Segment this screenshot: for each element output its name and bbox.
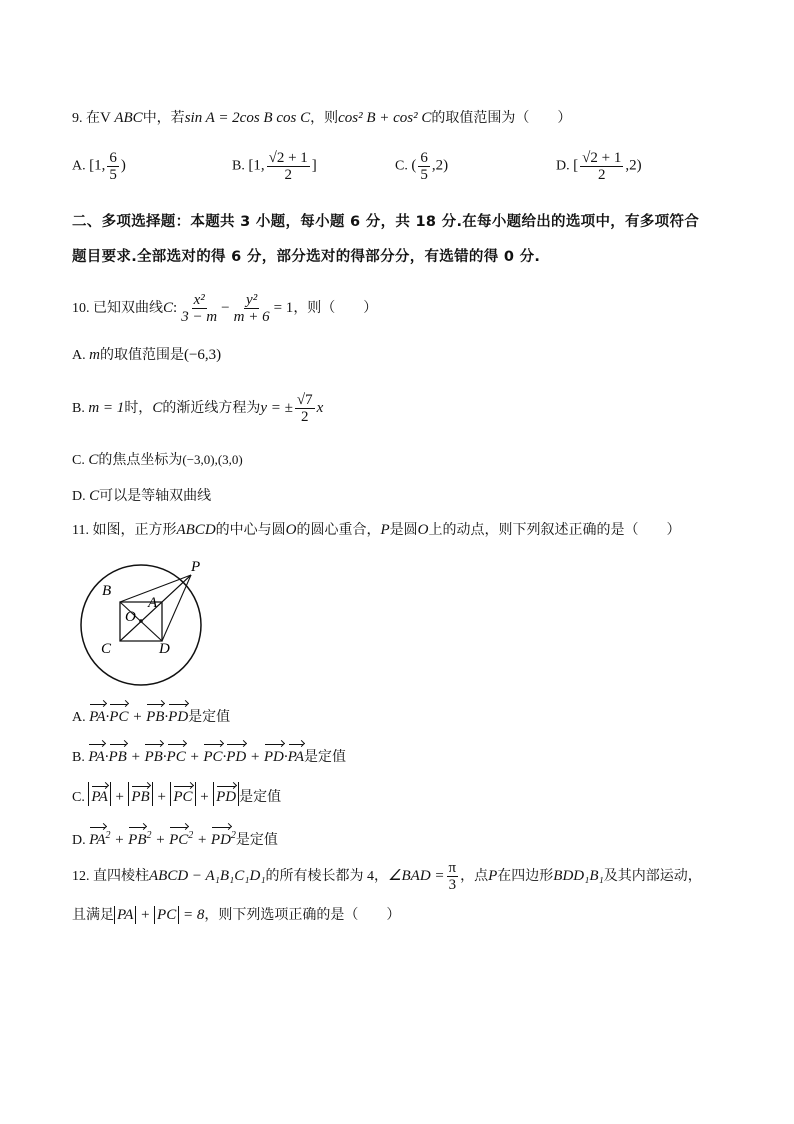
q10-option-d[interactable]: D. C可以是等轴双曲线 (72, 488, 212, 504)
q10-stem: 10. 已知双曲线C: $\frac{\text{x²}}{3 - m}$ − $\frac{\text{y²}}{m + 6}$ = 1，则（ ） (72, 292, 378, 326)
label-c: C (101, 641, 112, 657)
q11-option-a[interactable]: A. PA·PC + PB·PD是定值 (72, 700, 230, 729)
label-o: O (125, 609, 136, 625)
section-heading-line2: 题目要求.全部选对的得 6 分，部分选对的得部分分，有选错的得 0 分. (72, 249, 541, 265)
q9-expression: cos² B + cos² C (338, 110, 432, 126)
q11-stem: 11. 如图，正方形ABCD的中心与圆O的圆心重合，P是圆O上的动点，则下列叙述正确的是（ ） (72, 522, 681, 538)
label-p: P (191, 559, 201, 575)
q9-number: 9. (72, 111, 83, 126)
q9-option-a[interactable]: A. [1, $\frac{6}{5}$ ) (72, 150, 126, 183)
circle-square-figure (68, 553, 218, 688)
label-a: A (148, 595, 158, 611)
q9-option-b[interactable]: B. [1, $\frac{√2 + 1}{2}$ ] (232, 150, 317, 183)
q9-option-c[interactable]: C. ( $\frac{6}{5}$ ,2) (395, 150, 449, 183)
section-heading-line1: 二、多项选择题：本题共 3 小题，每小题 6 分，共 18 分.在每小题给出的选项中，有多项符合 (72, 214, 700, 230)
label-d: D (159, 641, 170, 657)
q9-option-d[interactable]: D. [ $\frac{√2 + 1}{2}$ ,2) (556, 150, 642, 183)
q12-stem-line2: 且满足 PA + PC = 8，则下列选项正确的是（ ） (72, 907, 401, 923)
q10-option-a[interactable]: A. m的取值范围是(−6,3) (72, 347, 222, 363)
q9-stem: 9. 在V ABC中，若sin A = 2cos B cos C，则cos² B + cos² C的取值范围为（ ） (72, 110, 572, 126)
triangle-symbol: V (100, 110, 111, 126)
q11-option-d[interactable]: D. $PA^2 + PB^2 + PC^2 + PD^2$是定值 (72, 823, 278, 852)
q11-option-b[interactable]: B. PA·PB + PB·PC + PC·PD + PD·PA是定值 (72, 740, 346, 769)
q10-option-b[interactable]: B. m = 1时，C的渐近线方程为y = ± $\frac{√7}{2}$ x (72, 392, 324, 426)
q11-option-c[interactable]: C. PA + PB + PC + PD 是定值 (72, 782, 281, 809)
label-b: B (102, 583, 112, 599)
q10-option-c[interactable]: C. C的焦点坐标为(−3,0),(3,0) (72, 452, 243, 468)
q12-stem-line1: 12. 直四棱柱ABCD − A₁B₁C₁D₁的所有棱长都为 4，∠BAD = $\frac{\pi}{3}$ ，点P在四边形BDD₁B₁及其内部运动， (72, 860, 702, 894)
center-dot (139, 619, 143, 623)
q9-condition: sin A = 2cos B cos C (184, 110, 311, 126)
